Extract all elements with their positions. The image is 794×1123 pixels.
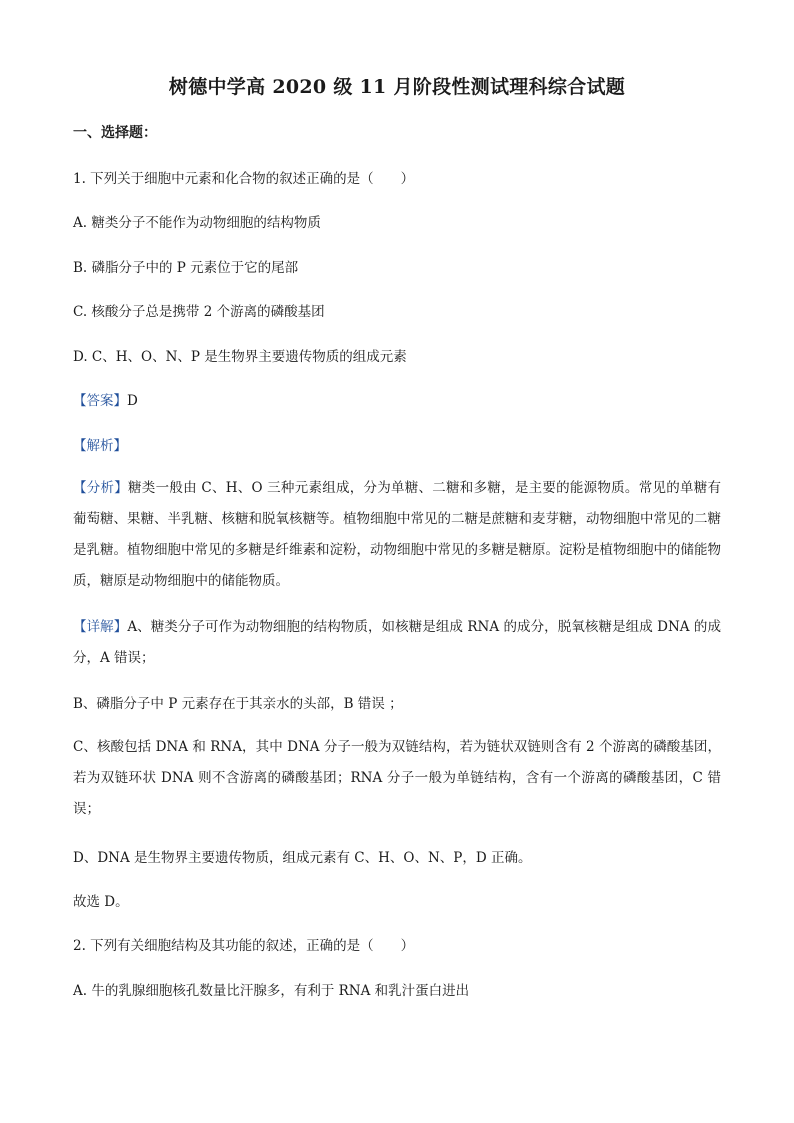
analysis-paragraph bbox=[73, 473, 721, 597]
answer-tag: 【答案】 bbox=[73, 393, 127, 409]
analysis-heading bbox=[73, 434, 127, 454]
exam-title: 树德中学高 2020 级 11 月阶段性测试理科综合试题 bbox=[168, 76, 626, 98]
detail-paragraph-c: C、核酸包括 DNA 和 RNA，其中 DNA 分子一般为双链结构，若为链状双链则含有 2 个游离的磷酸基团，若为双链环状 DNA 则不含游离的磷酸基团；RNA 分子一般为单链结构，含有一个游离的磷酸基团，C 错误； bbox=[73, 739, 721, 817]
fenxi-text: 糖类一般由 C、H、O 三种元素组成，分为单糖、二糖和多糖，是主要的能源物质。常见的单糖有葡萄糖、果糖、半乳糖、核糖和脱氧核糖等。植物细胞中常见的二糖是蔗糖和麦芽糖，动物细胞中常见的二糖是乳糖。植物细胞中常见的多糖是纤维素和淀粉，动物细胞中常见的多糖是糖原。淀粉是植物细胞中的储能物质，糖原是动物细胞中的储能物质。 bbox=[73, 480, 721, 589]
xiangjie-tag: 【详解】 bbox=[73, 619, 128, 635]
fenxi-tag: 【分析】 bbox=[73, 480, 129, 496]
detail-paragraph-b: B、磷脂分子中 P 元素存在于其亲水的头部，B 错误 ； bbox=[73, 696, 403, 712]
question-1-option-b: B. 磷脂分子中的 P 元素位于它的尾部 bbox=[73, 260, 299, 276]
conclusion-line: 故选 D。 bbox=[73, 894, 129, 910]
question-1-stem: 1. 下列关于细胞中元素和化合物的叙述正确的是（ ） bbox=[73, 171, 415, 187]
question-1-option-a: A. 糖类分子不能作为动物细胞的结构物质 bbox=[73, 215, 321, 231]
question-2-option-a: A. 牛的乳腺细胞核孔数量比汗腺多，有利于 RNA 和乳汁蛋白进出 bbox=[73, 983, 470, 999]
answer-line bbox=[73, 389, 138, 409]
detail-paragraph-a bbox=[73, 612, 721, 674]
section-heading: 一、选择题： bbox=[73, 125, 157, 141]
detail-paragraph-d: D、DNA 是生物界主要遗传物质，组成元素有 C、H、O、N、P，D 正确。 bbox=[73, 850, 532, 866]
xiangjie-a-text: A、糖类分子可作为动物细胞的结构物质，如核糖是组成 RNA 的成分，脱氧核糖是组成 DNA 的成分，A 错误； bbox=[73, 619, 721, 666]
answer-value: D bbox=[127, 393, 138, 409]
question-1-option-c: C. 核酸分子总是携带 2 个游离的磷酸基团 bbox=[73, 304, 325, 320]
question-2-stem: 2. 下列有关细胞结构及其功能的叙述，正确的是（ ） bbox=[73, 938, 415, 954]
question-1-option-d: D. C、H、O、N、P 是生物界主要遗传物质的组成元素 bbox=[73, 349, 407, 365]
analysis-tag: 【解析】 bbox=[73, 438, 127, 454]
